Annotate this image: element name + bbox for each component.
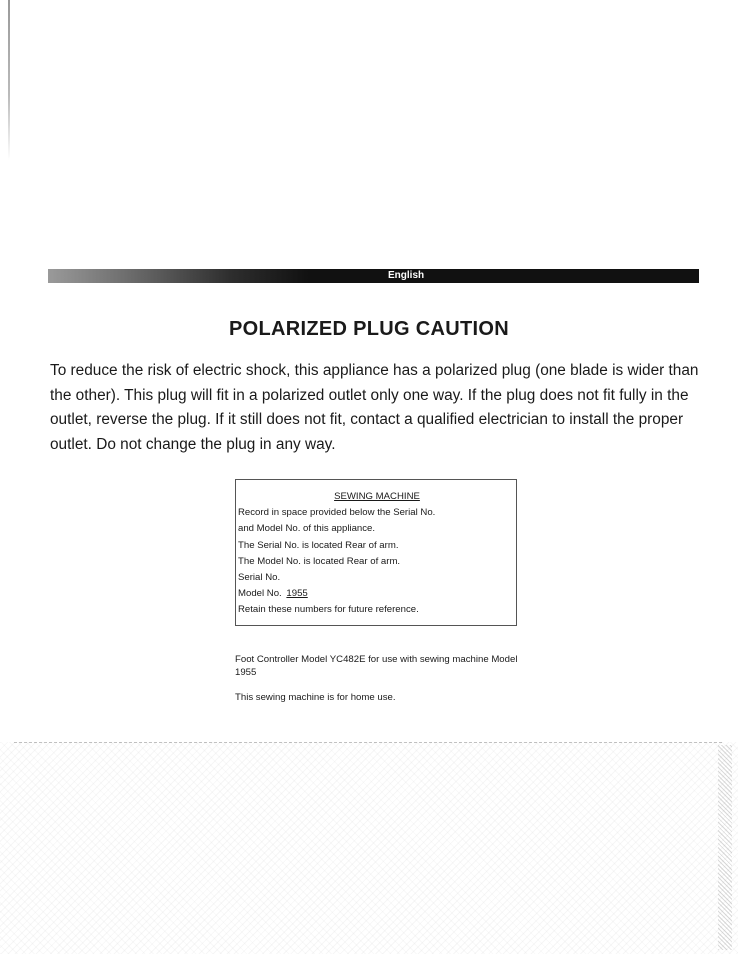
record-line: The Model No. is located Rear of arm.: [238, 555, 401, 567]
serial-number-label: Serial No.: [238, 572, 281, 584]
model-number-label: Model No.: [238, 588, 282, 600]
model-number-value: 1955: [286, 588, 308, 600]
scan-speckle-area: [0, 742, 738, 954]
record-box-title: SEWING MACHINE: [334, 491, 420, 502]
home-use-note: This sewing machine is for home use.: [235, 692, 396, 703]
model-number-row: [238, 586, 516, 602]
language-bar: [48, 269, 699, 283]
scan-edge-right: [718, 745, 732, 950]
record-line: The Serial No. is located Rear of arm.: [238, 539, 399, 551]
scan-edge-left: [8, 0, 10, 160]
record-line: Record in space provided below the Serial No.: [238, 507, 436, 519]
record-line: and Model No. of this appliance.: [238, 523, 376, 535]
retain-note: Retain these numbers for future reference.: [238, 604, 419, 616]
language-label: English: [388, 270, 425, 281]
scan-speckle-line: [14, 742, 722, 743]
foot-controller-note: Foot Controller Model YC482E for use with sewing machine Model 1955: [235, 654, 518, 678]
record-box: [235, 479, 517, 626]
caution-paragraph: To reduce the risk of electric shock, this appliance has a polarized plug (one blade is wider than the other). This plug will fit in a polarized outlet only one way. If the plug does not fit fully in the outlet, reverse the plug. If it still does not fit, contact a qualified electrician to install the proper outlet. Do not change the plug in any way.: [50, 362, 699, 453]
page-title: POLARIZED PLUG CAUTION: [229, 318, 509, 340]
